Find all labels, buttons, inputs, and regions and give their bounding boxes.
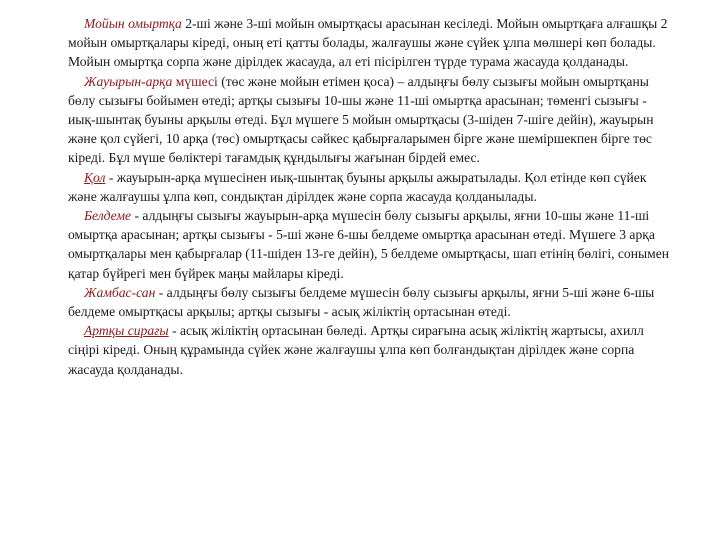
term-pelvis-thigh: Жамбас-сан	[84, 284, 156, 300]
term-shoulder-back-tail: мүшесі	[172, 73, 218, 89]
paragraph-pelvis-thigh	[68, 283, 676, 321]
paragraph-text: - алдыңғы бөлу сызығы белдеме мүшесін бөлу сызығы арқылы, яғни 5-ші және 6-шы белдеме омыртқасы арқылы; артқы сызығы - асық жіліктің ортасынан өтеді.	[68, 284, 655, 320]
document-body	[68, 14, 676, 379]
paragraph-neck	[68, 14, 676, 72]
paragraph-loin	[68, 206, 676, 283]
term-loin: Белдеме	[84, 208, 132, 224]
paragraph-arm	[68, 168, 676, 206]
paragraph-text: - жауырын-арқа мүшесінен иық-шынтақ буыны арқылы ажыратылады. Қол етінде көп сүйек және жалғаушы ұлпа көп, сондықтан дірілдек және сорпа жасауда қолданылады.	[68, 169, 647, 204]
paragraph-text: - асық жіліктің ортасынан бөледі. Артқы сирағына асық жіліктің жартысы, ахилл сіңірі кіреді. Оның құрамында сүйек және жалғаушы ұлпа көп болғандықтан дірілдек және сорпа жасауда қолданады.	[68, 323, 644, 377]
term-shoulder-back: Жауырын-арқа	[84, 73, 173, 89]
paragraph-shoulder-back	[68, 72, 676, 168]
paragraph-text: - алдыңғы сызығы жауырын-арқа мүшесін бөлу сызығы арқылы, яғни 10-шы және 11-ші омыртқа арасынан; артқы сызығы - 5-ші және 6-шы белдеме омыртқа арасынан өтеді. Мүшеге 3 арқа омыртқалары мен қабырғалар (11-шіден 13-ге дейін), 5 белдеме омыртқасы, шап етінің бөлігі, сонымен қатар бүйрегі мен бүйрек маңы майлары кіреді.	[68, 208, 670, 281]
term-arm: Қол	[84, 169, 106, 185]
term-neck: Мойын омыртқа	[84, 16, 182, 31]
paragraph-text: 2-ші және 3-ші мойын омыртқасы арасынан кесіледі. Мойын омыртқаға алғашқы 2 мойын омыртқалары кіреді, оның еті қатты болады, жалғаушы және сүйек ұлпа мөлшері көп болады. Мойын омыртқа сорпа және дірілдек жасауда, ал еті пісірілген түрде турама жасауда қолданады.	[68, 16, 668, 70]
paragraph-text: (төс және мойын етімен қоса) – алдыңғы бөлу сызығы мойын омыртқаны бөлу сызығы бойымен өтеді; артқы сызығы 10-шы және 11-ші омыртқа арасынан; төменгі сызығы - иық-шынтақ буыны арқылы өтеді. Бұл мүшеге 5 мойын омыртқасы (3-шіден 7-шіге дейін), жауырын және қол сүйегі, 10 арқа (төс) омыртқасы сәйкес қабырғаларымен бірге және шеміршекпен бірге төс кіреді. Бұл мүше бөліктері тағамдық құндылығы жағынан бірдей емес.	[68, 73, 654, 166]
term-hind-shank: Артқы сирағы	[84, 323, 169, 339]
paragraph-hind-shank	[68, 321, 676, 379]
